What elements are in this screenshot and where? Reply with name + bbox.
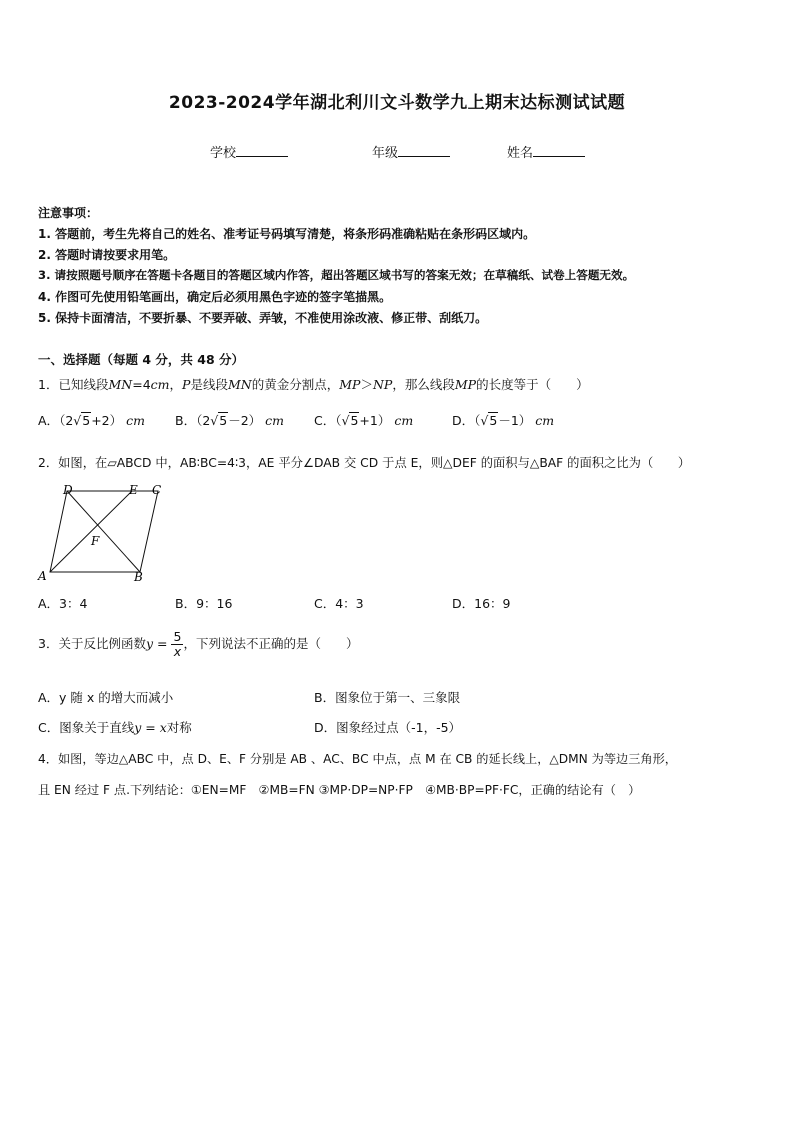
name-field[interactable] bbox=[507, 142, 585, 161]
school-label: 学校 bbox=[210, 146, 237, 161]
label-f: F bbox=[91, 534, 100, 548]
question-4-line-1: 4．如图，等边△ABC 中，点 D、E、F 分别是 AB 、AC、BC 中点，点 M 在 CB 的延长线上，△DMN 为等边三角形， bbox=[38, 752, 677, 766]
label-b: B bbox=[134, 570, 143, 584]
segment-ae bbox=[50, 491, 132, 572]
grade-label: 年级 bbox=[372, 146, 399, 161]
label-c: C bbox=[152, 483, 162, 497]
note-item: 1. 答题前，考生先将自己的姓名、准考证号码填写清楚，将条形码准确粘贴在条形码区域内。 bbox=[38, 227, 536, 241]
name-label: 姓名 bbox=[507, 146, 534, 161]
sqrt-icon: √5 bbox=[341, 413, 359, 428]
note-item: 3. 请按照题号顺序在答题卡各题目的答题区域内作答，超出答题区域书写的答案无效；在草稿纸、试卷上答题无效。 bbox=[38, 268, 635, 282]
grade-field[interactable] bbox=[372, 142, 450, 161]
question-4-line-2: 且 EN 经过 F 点.下列结论：①EN=MF ②MB=FN ③MP·DP=NP·FP ④MB·BP=PF·FC，正确的结论有（ ） bbox=[38, 783, 641, 797]
label-d: D bbox=[63, 483, 73, 497]
q2-option-a[interactable]: A．3：4 bbox=[38, 596, 88, 611]
question-1: 1．已知线段MN=4cm，P是线段MN的黄金分割点，MP＞NP，那么线段MP的长度等于（ ） bbox=[38, 377, 589, 392]
sqrt-icon: √5 bbox=[210, 413, 228, 428]
q1-option-d[interactable]: D．（√5－1） cm bbox=[452, 413, 555, 428]
page-title: 2023-2024学年湖北利川文斗数学九上期末达标测试试题 bbox=[168, 93, 626, 113]
fraction: $\frac{5}{x}$ bbox=[173, 629, 182, 659]
q2-option-c[interactable]: C．4：3 bbox=[314, 596, 364, 611]
q1-option-c[interactable]: C．（√5+1） cm bbox=[314, 413, 414, 428]
question-2: 2．如图，在▱ABCD 中，AB∶BC=4∶3，AE 平分∠DAB 交 CD 于点 E，则△DEF 的面积与△BAF 的面积之比为（ ） bbox=[38, 456, 691, 470]
segment-db bbox=[67, 491, 140, 572]
q3-option-b[interactable]: B．图象位于第一、三象限 bbox=[314, 690, 461, 705]
q3-option-c[interactable]: C．图象关于直线y = x对称 bbox=[38, 720, 192, 735]
school-blank[interactable] bbox=[236, 144, 288, 157]
q2-option-d[interactable]: D．16：9 bbox=[452, 596, 511, 611]
note-item: 2. 答题时请按要求用笔。 bbox=[38, 248, 176, 262]
section-heading: 一、选择题（每题 4 分，共 48 分） bbox=[38, 352, 245, 367]
q1-option-a[interactable]: A．（2√5+2） cm bbox=[38, 413, 145, 428]
q1-option-b[interactable]: B．（2√5－2） cm bbox=[175, 413, 284, 428]
q3-option-a[interactable]: A．y 随 x 的增大而减小 bbox=[38, 690, 174, 705]
label-e: E bbox=[129, 483, 138, 497]
grade-blank[interactable] bbox=[398, 144, 450, 157]
name-blank[interactable] bbox=[533, 144, 585, 157]
q2-option-b[interactable]: B．9：16 bbox=[175, 596, 233, 611]
note-item: 4. 作图可先使用铅笔画出，确定后必须用黑色字迹的签字笔描黑。 bbox=[38, 290, 392, 304]
q3-option-d[interactable]: D．图象经过点（-1，-5） bbox=[314, 720, 462, 735]
sqrt-icon: √5 bbox=[73, 413, 91, 428]
label-a: A bbox=[38, 569, 47, 583]
notes-heading: 注意事项： bbox=[38, 206, 99, 220]
school-field[interactable] bbox=[210, 142, 288, 161]
sqrt-icon: √5 bbox=[480, 413, 498, 428]
note-item: 5. 保持卡面清洁，不要折暴、不要弄破、弄皱，不准使用涂改液、修正带、刮纸刀。 bbox=[38, 311, 488, 325]
parallelogram-figure bbox=[36, 480, 176, 590]
question-3: 3．关于反比例函数y = $\frac{5}{x}$ ，下列说法不正确的是（ ） bbox=[38, 629, 359, 659]
